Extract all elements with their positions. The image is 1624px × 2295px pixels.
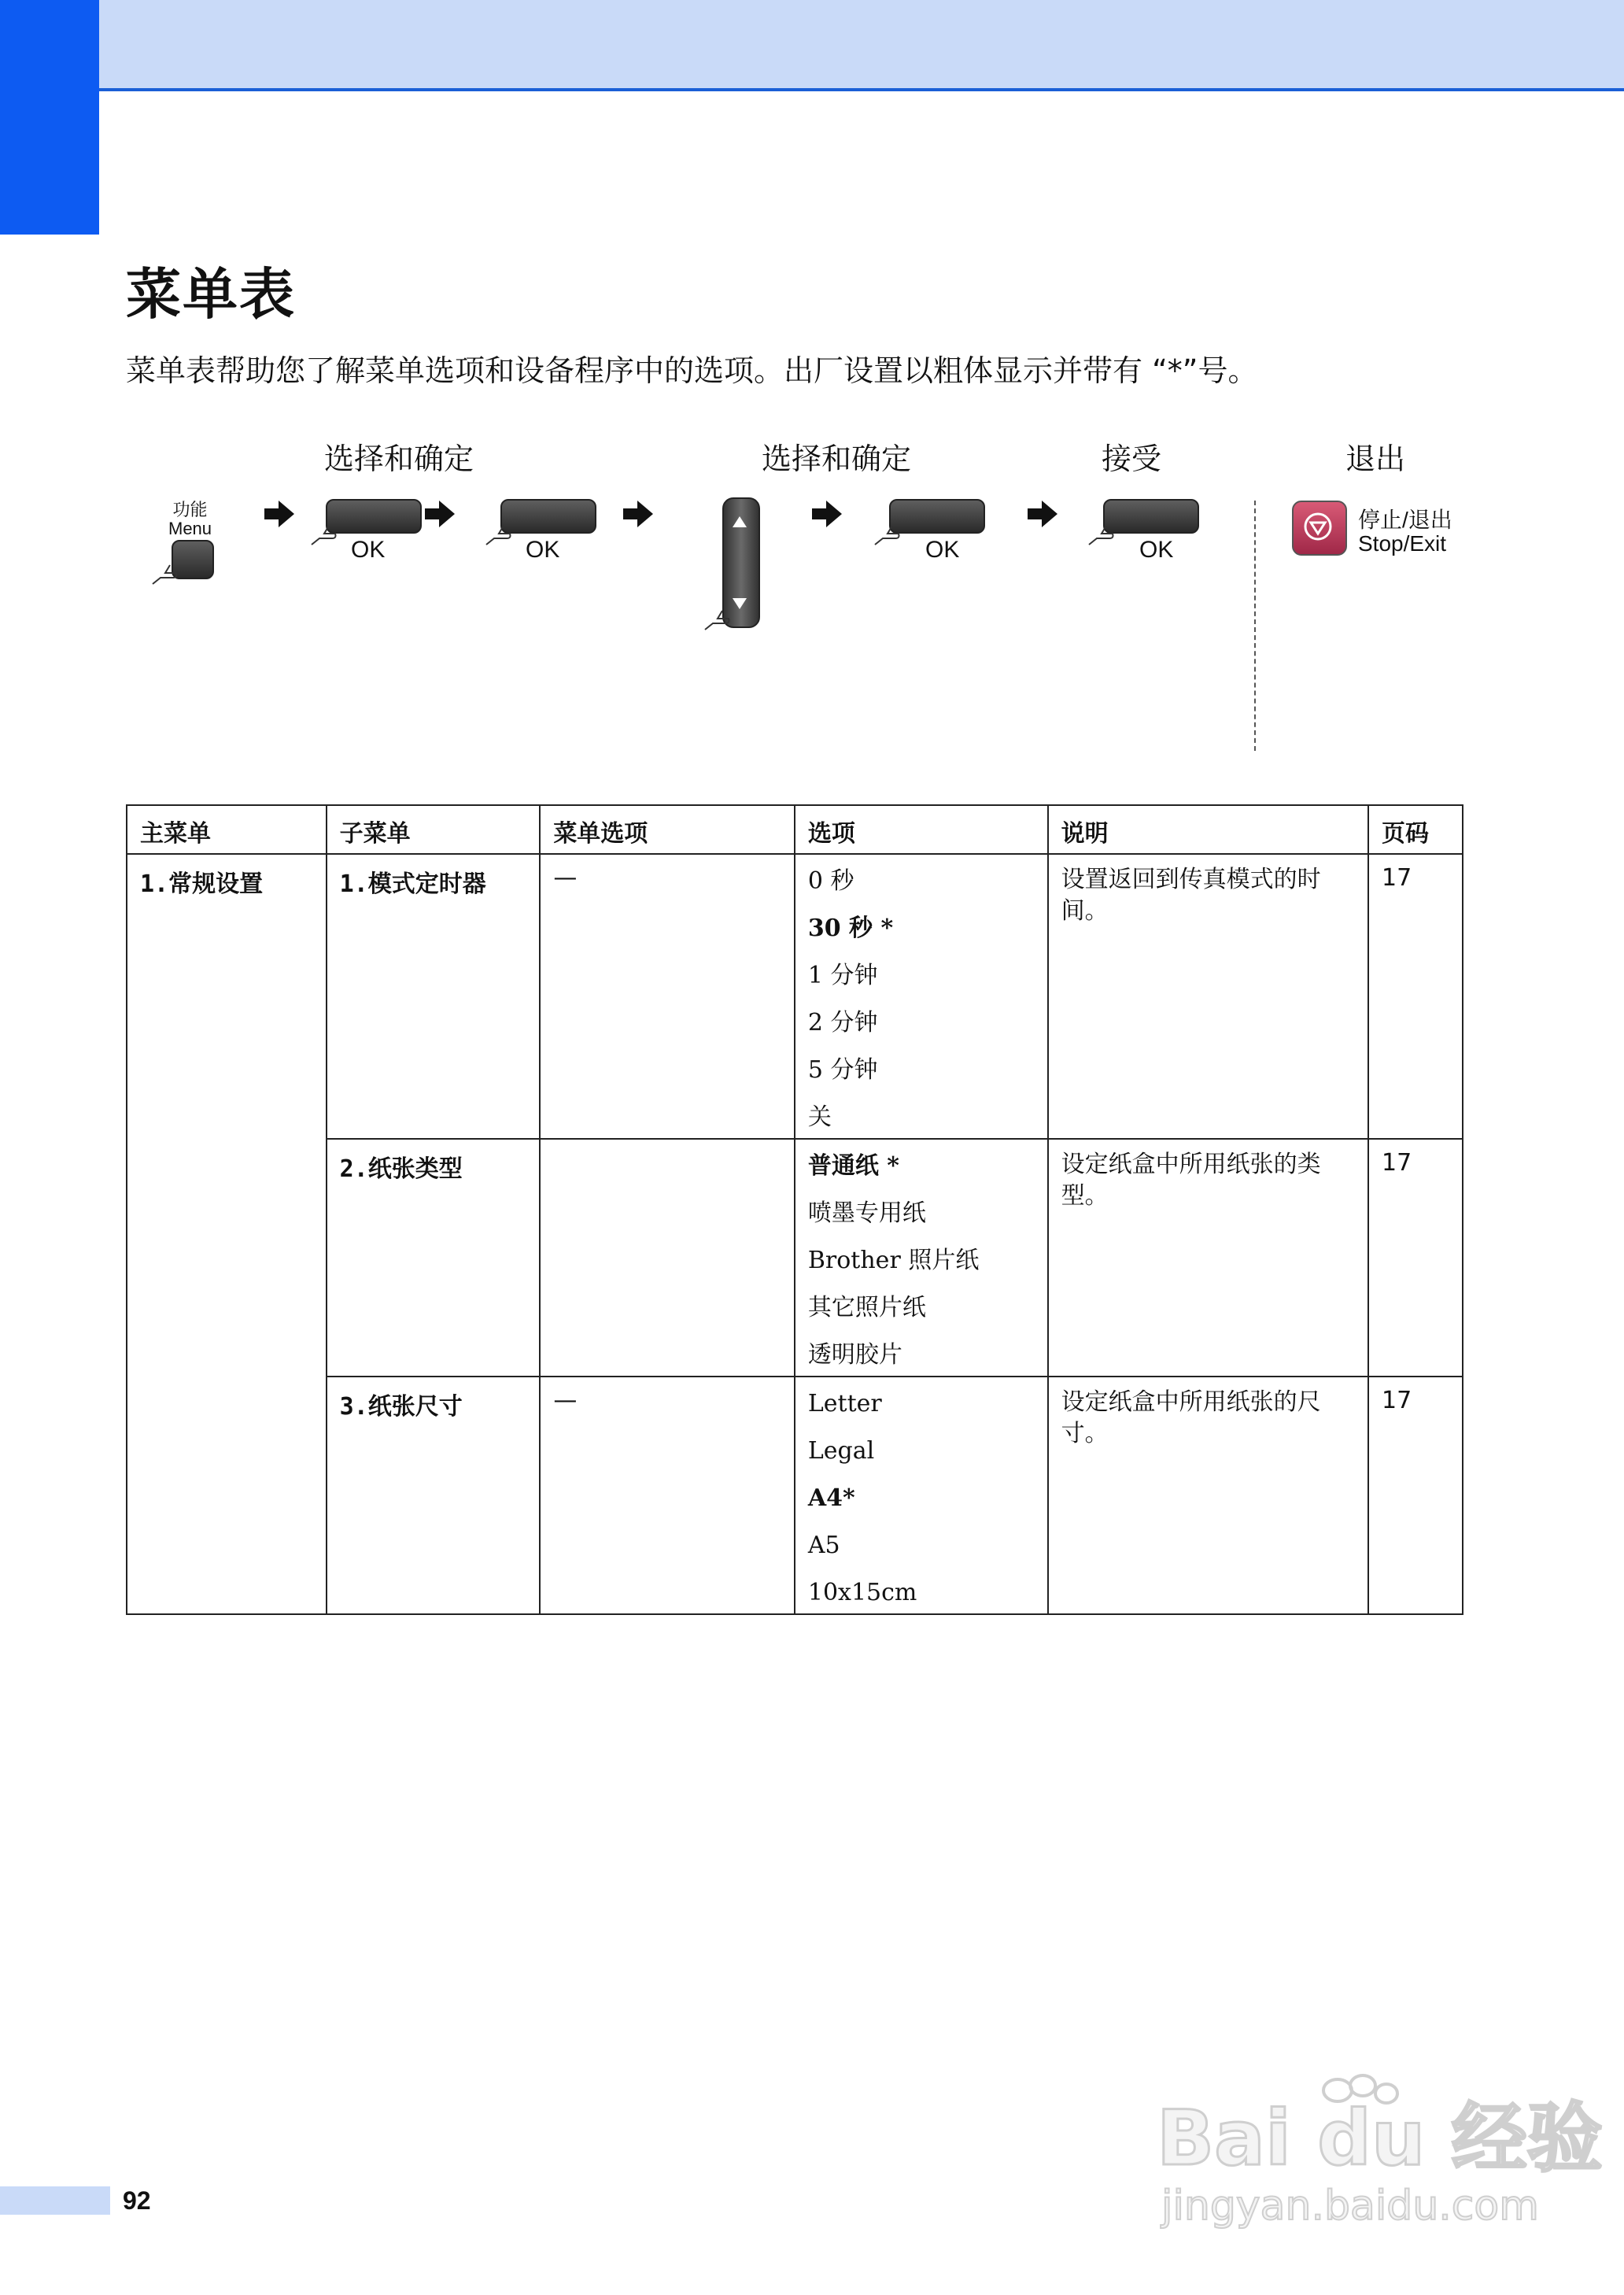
option-item: 透明胶片 [807, 1341, 902, 1369]
description-cell: 设置返回到传真模式的时间。 [1048, 854, 1368, 1139]
arrow-right-icon [264, 501, 294, 527]
option-item: Letter [807, 1390, 882, 1417]
menu-key-label [168, 501, 212, 538]
menu-option-cell: — [540, 1377, 795, 1614]
flow-label-exit: 退出 [1345, 442, 1406, 476]
stop-label-cn: 停止/退出 [1358, 508, 1452, 532]
intro-text: 菜单表帮助您了解菜单选项和设备程序中的选项。出厂设置以粗体显示并带有 “*”号。 [126, 353, 1258, 388]
table-row [127, 854, 1463, 1139]
menu-option-cell [540, 1139, 795, 1377]
header-submenu: 子菜单 [327, 805, 541, 854]
submenu-cell: 3.纸张尺寸 [327, 1377, 541, 1614]
menu-key-label-en: Menu [168, 519, 212, 538]
option-item: 2 分钟 [807, 1009, 878, 1037]
option-item-default: 普通纸 * [807, 1152, 899, 1180]
option-item-default: 30 秒 * [807, 915, 894, 942]
option-item: 喷墨专用纸 [807, 1199, 926, 1227]
watermark-sub: jingyan.baidu.com [1161, 2182, 1539, 2230]
stop-exit-label [1358, 508, 1452, 556]
page-cell: 17 [1368, 1377, 1463, 1614]
option-item: Legal [807, 1437, 875, 1465]
flow-divider [1254, 501, 1256, 751]
stop-icon [1303, 512, 1333, 541]
stop-label-en: Stop/Exit [1358, 531, 1447, 556]
flow-label-select-confirm-2: 选择和确定 [762, 442, 912, 476]
baidu-watermark-logo [1157, 2062, 1603, 2235]
header-band [0, 0, 1624, 90]
submenu-cell: 2.纸张类型 [327, 1139, 541, 1377]
header-options: 选项 [795, 805, 1048, 854]
flow-label-accept: 接受 [1102, 442, 1162, 476]
menu-key-label-cn: 功能 [172, 500, 208, 519]
arrow-right-icon [1028, 501, 1057, 527]
header-menu-option: 菜单选项 [540, 805, 795, 854]
press-hand-icon [1086, 521, 1117, 548]
press-hand-icon [483, 521, 515, 548]
page-cell: 17 [1368, 854, 1463, 1139]
ok-label-3: OK [925, 537, 960, 563]
up-arrow-icon[interactable] [733, 516, 747, 527]
arrow-right-icon [812, 501, 842, 527]
press-hand-icon [872, 521, 903, 548]
page-title: 菜单表 [126, 262, 296, 327]
flow-label-select-confirm-1: 选择和确定 [324, 442, 474, 476]
submenu-cell: 1.模式定时器 [327, 854, 541, 1139]
header-rule [99, 88, 1624, 91]
options-cell [795, 1377, 1048, 1614]
ok-button-3[interactable] [889, 499, 985, 534]
description-cell: 设定纸盒中所用纸张的尺寸。 [1048, 1377, 1368, 1614]
option-item: Brother 照片纸 [807, 1247, 980, 1274]
main-menu-cell: 1.常规设置 [127, 854, 327, 1614]
down-arrow-icon[interactable] [733, 598, 747, 609]
table-row [127, 1139, 1463, 1377]
options-cell [795, 854, 1048, 1139]
options-cell [795, 1139, 1048, 1377]
table-header-row [127, 805, 1463, 854]
page-number: 92 [123, 2186, 151, 2215]
page-cell: 17 [1368, 1139, 1463, 1377]
watermark-main: Bai du 经验 [1157, 2094, 1603, 2182]
press-hand-icon [308, 521, 340, 548]
description-cell: 设定纸盒中所用纸张的类型。 [1048, 1139, 1368, 1377]
table-row [127, 1377, 1463, 1614]
ok-label-1: OK [351, 537, 386, 563]
ok-button-4[interactable] [1103, 499, 1199, 534]
chapter-tab [0, 0, 99, 235]
option-item: 1 分钟 [807, 962, 878, 989]
press-hand-icon [702, 606, 733, 633]
ok-label-2: OK [526, 537, 560, 563]
menu-table [126, 804, 1463, 1615]
header-main-menu: 主菜单 [127, 805, 327, 854]
header-page: 页码 [1368, 805, 1463, 854]
ok-button-1[interactable] [326, 499, 422, 534]
option-item: 关 [807, 1103, 832, 1131]
option-item: 0 秒 [807, 867, 854, 895]
menu-option-cell: — [540, 854, 795, 1139]
option-item: 10x15cm [807, 1579, 917, 1606]
ok-label-4: OK [1139, 537, 1174, 563]
header-description: 说明 [1048, 805, 1368, 854]
option-item: A5 [807, 1532, 840, 1559]
footer-bar [0, 2186, 110, 2215]
ok-button-2[interactable] [500, 499, 596, 534]
arrow-right-icon [425, 501, 455, 527]
press-hand-icon [149, 560, 181, 587]
option-item-default: A4* [807, 1484, 855, 1512]
option-item: 其它照片纸 [807, 1294, 926, 1321]
option-item: 5 分钟 [807, 1056, 878, 1084]
arrow-right-icon [623, 501, 653, 527]
